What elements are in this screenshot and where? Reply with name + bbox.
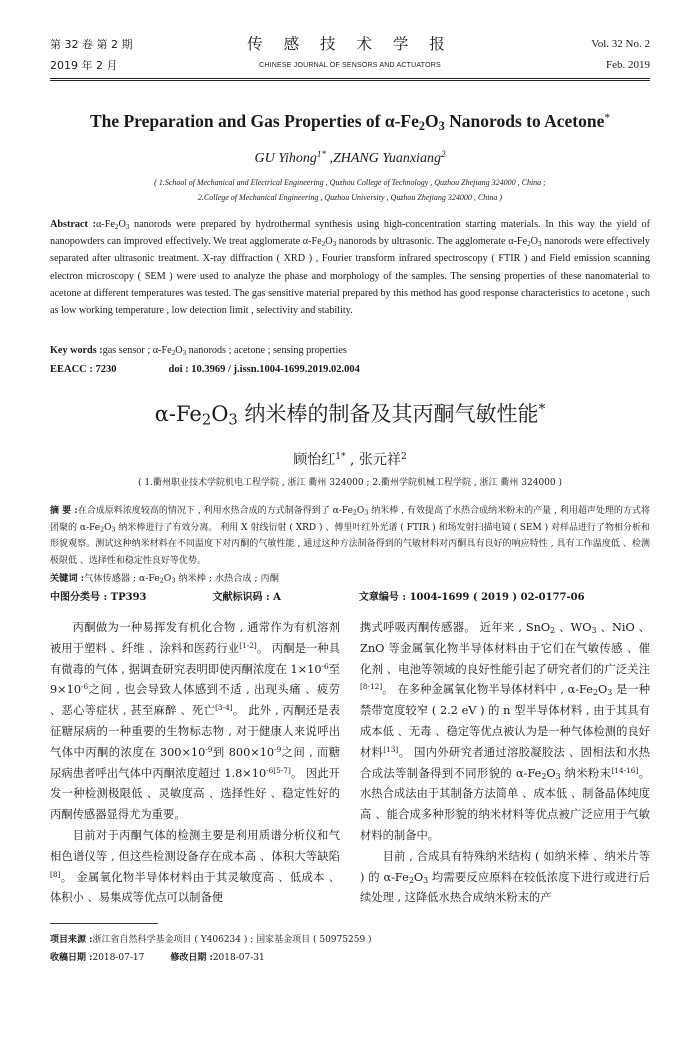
- chinese-affiliation: ( 1.衢州职业技术学院机电工程学院 , 浙江 衢州 324000 ; 2.衢州学院机械工程学院 , 浙江 衢州 324000 ): [138, 478, 562, 488]
- paragraph-intro: 丙酮做为一种易挥发有机化合物 , 通常作为有机溶剂被用于塑料 、纤维 、涂料和医药行业[1-2]。 丙酮是一种具有微毒的气体 , 据调查研究表明即使丙酮浓度在 $1\times 10^{-6}$至 $9\times 10^{-6}$之间 , 也会导致人体感到不适 , 出现头痛 、疲劳 、恶心等症状 , 甚至麻醉 、死亡[3-4]。 此外 , 丙酮还是表征糖尿病的一种重要的生物标志物 , 对于健康人来说呼出气体中丙酮的浓度在 $300\times 10^{-9}$到 $800\times 10^{-9}$之间 , 而糖尿病患者呼出气体中丙酮浓度超过 $1.8\times 10^{-6[5-7]}$。 因此开发一种检测极限低 、灵敏度高 、选择性好 、稳定性好的丙酮传感器显得尤为重要。: [50, 621, 341, 822]
- header-issue-en: [591, 34, 650, 76]
- date-en: Feb. 2019: [606, 59, 650, 71]
- header-issue-cn: [50, 34, 132, 76]
- received-date: 2018-07-17: [92, 953, 145, 963]
- english-affiliation-1: ( 1.School of Mechanical and Electrical Engineering , Quzhou College of Technology , Quzhou Zhejiang 324000 , China ;: [154, 178, 546, 187]
- english-title: The Preparation and Gas Properties of $\alpha-Fe_2O_3$ Nanorods to Acetone*: [89, 111, 611, 134]
- footnote-dates: 收稿日期 :2018-07-17 修改日期 :2018-07-31: [50, 953, 265, 963]
- chinese-authors: 顾怡红$^{1*}$ , 张元祥$^2$: [293, 452, 407, 468]
- volume-cn: 第 32 卷 第 2 期: [50, 38, 133, 51]
- body-column-right: [360, 618, 650, 909]
- clc-number: 中图分类号 : TP393: [50, 592, 147, 603]
- header-rule-thin: [50, 80, 650, 81]
- journal-title-en: CHINESE JOURNAL OF SENSORS AND ACTUATORS: [259, 62, 441, 69]
- paragraph-metal-oxide: 携式呼吸丙酮传感器。 近年来 , SnO$_2$ 、$WO_3$ 、NiO 、ZnO 等金属氧化物半导体材料由于它们在气敏传感 、催化剂 、电池等领域的良好性能引起了研究者们的广泛关注[8-12]。 在多种金属氧化物半导体材料中 , $\alpha-Fe_2O_3$ 是一种禁带宽度较窄 ( 2.2 eV ) 的 n 型半导体材料 , 由于其具有成本低 、无毒 、稳定等优点被认为是一种气体检测的良好材料[13]。 国内外研究者通过溶胶凝胶法 、固相法和水热合成法等制备得到不同形貌的 $\alpha-Fe_2O_3$ 纳米粉末[14-16]。 水热合成法由于其制备方法简单 、成本低 、制备晶体纯度高 、能合成多种形貌的纳米材料等优点被广泛应用于气敏材料的制备中。: [360, 621, 650, 842]
- english-keywords: Key words :gas sensor ; $\alpha-Fe_2O_3$ nanorods ; acetone ; sensing properties: [50, 345, 347, 357]
- english-abstract: Abstract $:\alpha-Fe_2O_3$ nanorods were prepared by hydrothermal synthesis using high-concentration starting materials. In this way the yield of nanopowders can improved effectively. We treat agglomerate $\alpha-Fe_2O_3$ nanorods by ultrasonic. The agglomerate $\alpha-Fe_2O_3$ nanorods were effectively separated after ultrasonic treatment. X-ray diffraction ( XRD ) , Fourier transform infrared spectroscopy ( FTIR ) and Field emission scanning electron microscopy ( SEM ) were used to analyze the phase and morphology of the samples. The sensing properties of these nanomaterial to acetone at different temperatures was tested. The gas sensitive material prepared by this method has good response characteristics to acetone , such as low working temperature , low detection limit , selectivity and stability.: [50, 219, 650, 317]
- date-cn: 2019 年 2 月: [50, 59, 118, 72]
- volume-en: Vol. 32 No. 2: [591, 38, 650, 50]
- paragraph-synthesis: 目前 , 合成具有特殊纳米结构 ( 如纳米棒 、纳米片等 ) 的 $\alpha-Fe_2O_3$ 均需要反应原料在较低浓度下进行或进行后续处理 , 这降低水热合成纳米粉末的产: [360, 849, 650, 905]
- article-number: 文章编号 : 1004-1699 ( 2019 ) 02-0177-06: [358, 592, 585, 603]
- document-code: 文献标识码 : A: [212, 592, 281, 603]
- doi: doi : 10.3969 / j.issn.1004-1699.2019.02.004: [168, 364, 360, 375]
- revised-date: 2018-07-31: [212, 953, 265, 963]
- journal-masthead: [175, 32, 525, 69]
- journal-title-cn: 传 感 技 术 学 报: [247, 35, 453, 53]
- eeacc-doi-line: [50, 364, 650, 375]
- english-affiliation-2: 2.College of Mechanical Engineering , Quzhou University , Quzhou Zhejiang 324000 , China ): [197, 193, 503, 202]
- chinese-title: $\alpha-Fe_2O_3$ 纳米棒的制备及其丙酮气敏性能*: [154, 401, 546, 429]
- paragraph-detection: 目前对于丙酮气体的检测主要是利用质谱分析仪和气相色谱仪等 , 但这些检测设备存在成本高 、体积大等缺陷[8]。 金属氧化物半导体材料由于其灵敏度高 、低成本 、体积小 、易集成等优点可以制备便: [50, 828, 340, 905]
- classification-line: [50, 588, 585, 603]
- footnote-rule: [50, 923, 158, 924]
- english-authors: GU Yihong$^{1*}$ ,ZHANG Yuanxiang$^2$: [254, 149, 446, 166]
- footnote-funding: 项目来源 :浙江省自然科学基金项目 ( Y406234 ) ; 国家基金项目 ( 50975259 ): [50, 935, 372, 945]
- eeacc-code: EEACC : 7230: [50, 364, 117, 375]
- chinese-abstract: 摘 要 :在合成原料浓度较高的情况下 , 利用水热合成的方式制备得到了 $\alpha-Fe_2O_3$ 纳米棒 , 有效提高了水热合成纳米粉末的产量 , 利用超声处理的方式将团聚的 $\alpha-Fe_2O_3$ 纳米棒进行了有效分离。 利用 X 射线衍射 ( XRD ) 、傅里叶红外光谱 ( FTIR ) 和场发射扫描电镜 ( SEM ) 对样品进行了物相分析和形貌观察。测试这种纳米材料在不同温度下对丙酮的气敏性能 , 通过这种方法制备得到的气敏材料对丙酮具有良好的响应特性 , 具有工作温度低 、检测极限低 、选择性和稳定性良好等优势。: [50, 506, 651, 566]
- body-column-left: [50, 618, 340, 909]
- chinese-keywords: 关键词 :气体传感器 ; $\alpha-Fe_2O_3$ 纳米棒 ; 水热合成 ; 丙酮: [50, 573, 279, 585]
- header-rule: [50, 78, 650, 79]
